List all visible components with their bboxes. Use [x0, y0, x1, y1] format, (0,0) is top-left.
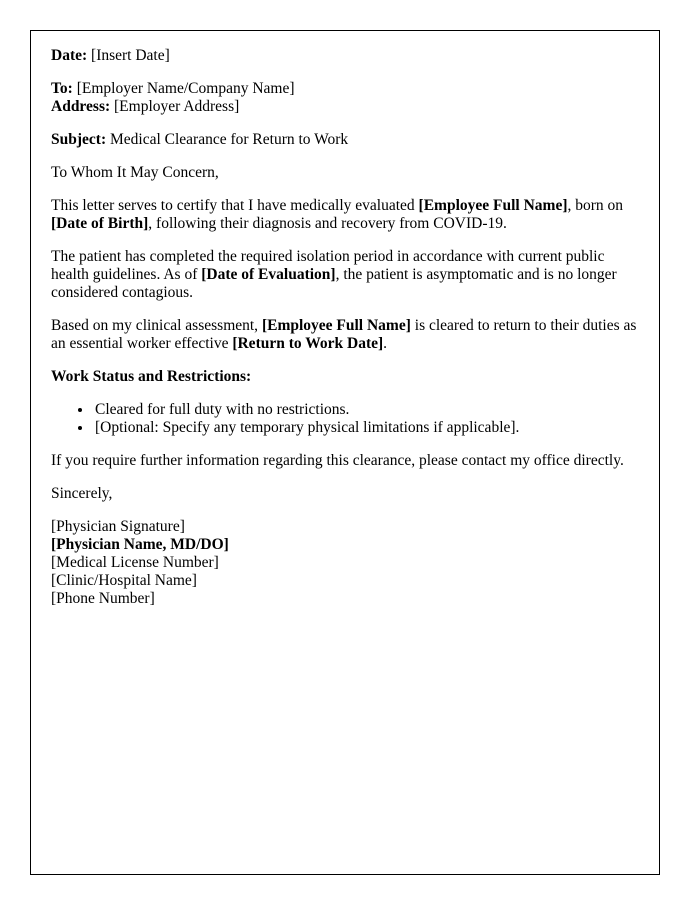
- text-run: is cleared to return to their duties as an essential worker effective: [51, 317, 637, 352]
- date-line: [51, 47, 639, 65]
- letter-content: [31, 31, 659, 639]
- bold-text-run: [Date of Evaluation]: [201, 266, 336, 283]
- bold-text-run: Subject:: [51, 131, 110, 148]
- closing-paragraph: [51, 452, 639, 470]
- bold-text-run: [Date of Birth]: [51, 215, 149, 232]
- bold-text-run: Work Status and Restrictions:: [51, 368, 252, 385]
- text-run: This letter serves to certify that I have medically evaluated: [51, 197, 419, 214]
- text-run: [Insert Date]: [91, 47, 170, 64]
- text-run: [Optional: Specify any temporary physical limitations if applicable].: [95, 419, 520, 436]
- text-run: [Employer Name/Company Name]: [76, 80, 295, 97]
- text-run: [Medical License Number]: [51, 554, 219, 571]
- text-run: Based on my clinical assessment,: [51, 317, 262, 334]
- body-paragraph-isolation: [51, 248, 639, 302]
- letter-page-border: [30, 30, 660, 875]
- text-run: Sincerely,: [51, 485, 113, 502]
- signoff: [51, 485, 639, 503]
- list-item: [93, 401, 639, 419]
- text-run: [Clinic/Hospital Name]: [51, 572, 197, 589]
- list-item: [93, 419, 639, 437]
- text-run: The patient has completed the required isolation period in accordance with current public health guidelines. As of: [51, 248, 605, 283]
- text-run: , born on: [567, 197, 624, 214]
- text-run: Cleared for full duty with no restrictions.: [95, 401, 350, 418]
- text-run: .: [383, 335, 388, 352]
- recipient-block: [51, 80, 639, 116]
- bold-text-run: [Return to Work Date]: [232, 335, 384, 352]
- text-run: To Whom It May Concern,: [51, 164, 219, 181]
- salutation: [51, 164, 639, 182]
- body-paragraph-evaluation: [51, 197, 639, 233]
- bold-text-run: Address:: [51, 98, 115, 115]
- restrictions-list: [51, 401, 639, 437]
- text-run: Medical Clearance for Return to Work: [109, 131, 349, 148]
- bold-text-run: To:: [51, 80, 77, 97]
- work-status-heading: [51, 368, 639, 386]
- text-run: [Employer Address]: [114, 98, 240, 115]
- bold-text-run: Date:: [51, 47, 92, 64]
- body-paragraph-clearance: [51, 317, 639, 353]
- text-run: , following their diagnosis and recovery from COVID-19.: [148, 215, 507, 232]
- text-run: [Phone Number]: [51, 590, 155, 607]
- bold-text-run: [Employee Full Name]: [261, 317, 411, 334]
- bold-text-run: [Employee Full Name]: [418, 197, 568, 214]
- text-run: If you require further information regarding this clearance, please contact my office directly.: [51, 452, 624, 469]
- text-run: , the patient is asymptomatic and is no longer considered contagious.: [51, 266, 617, 301]
- text-run: [Physician Signature]: [51, 518, 185, 535]
- subject-line: [51, 131, 639, 149]
- bold-text-run: [Physician Name, MD/DO]: [51, 536, 229, 553]
- signature-block: [51, 518, 639, 608]
